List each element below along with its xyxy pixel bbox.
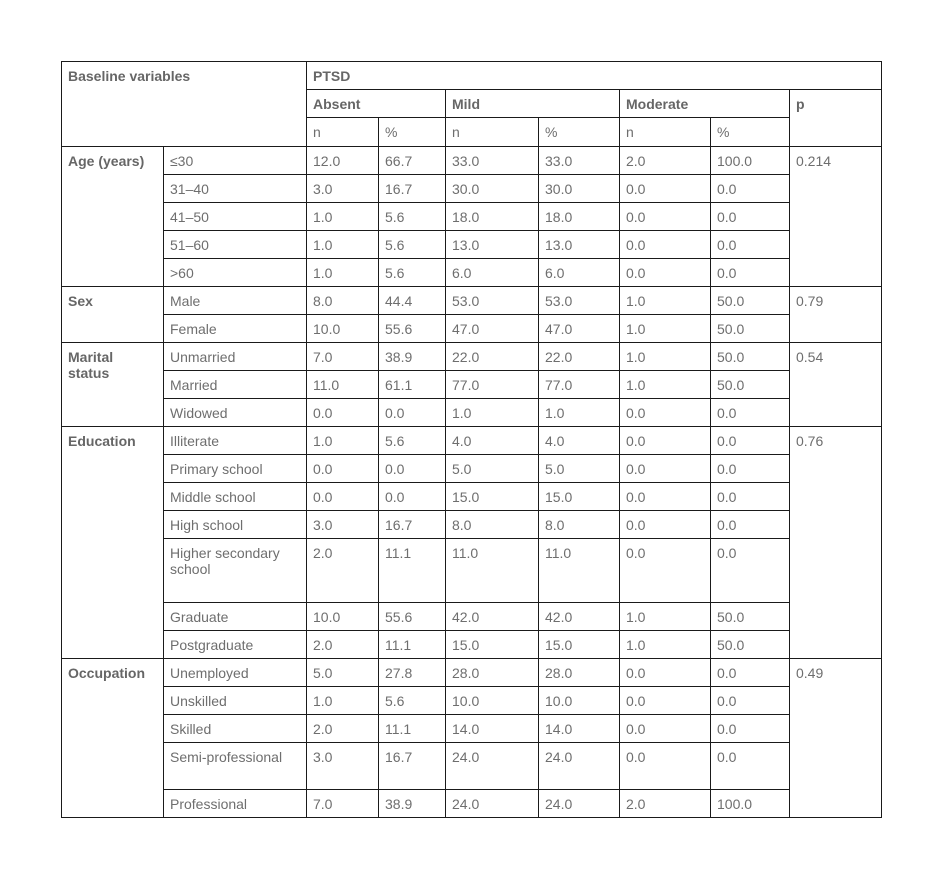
category-label: High school (164, 511, 307, 539)
ptsd-header: PTSD (307, 62, 882, 90)
table-row (62, 715, 882, 743)
category-label: Graduate (164, 603, 307, 631)
mild-n-cell: 13.0 (446, 231, 539, 259)
moderate-pct-cell: 0.0 (711, 539, 790, 603)
table-row (62, 539, 882, 603)
table-row (62, 455, 882, 483)
absent-pct-cell: 0.0 (379, 483, 446, 511)
absent-pct-cell: 11.1 (379, 715, 446, 743)
table-row (62, 659, 882, 687)
absent-n-cell: 3.0 (307, 743, 379, 790)
mild-pct-cell: 42.0 (539, 603, 620, 631)
mild-pct-cell: 77.0 (539, 371, 620, 399)
mild-pct-cell: 22.0 (539, 343, 620, 371)
mild-n-cell: 28.0 (446, 659, 539, 687)
table-row (62, 203, 882, 231)
mild-pct-cell: 13.0 (539, 231, 620, 259)
absent-pct-cell: 44.4 (379, 287, 446, 315)
baseline-variables-header: Baseline variables (62, 62, 307, 147)
mild-n-cell: 42.0 (446, 603, 539, 631)
mild-header: Mild (446, 90, 620, 118)
moderate-pct-cell: 50.0 (711, 603, 790, 631)
mild-pct-cell: 15.0 (539, 483, 620, 511)
mild-n-cell: 10.0 (446, 687, 539, 715)
absent-n-cell: 3.0 (307, 175, 379, 203)
mild-pct-cell: 28.0 (539, 659, 620, 687)
category-label: Semi-professional (164, 743, 307, 790)
mild-pct-cell: 8.0 (539, 511, 620, 539)
mild-pct-cell: 18.0 (539, 203, 620, 231)
moderate-n-cell: 0.0 (620, 539, 711, 603)
mild-pct-cell: 47.0 (539, 315, 620, 343)
moderate-n-cell: 2.0 (620, 790, 711, 818)
mild-n-cell: 77.0 (446, 371, 539, 399)
moderate-pct-cell: 50.0 (711, 287, 790, 315)
mild-n-cell: 22.0 (446, 343, 539, 371)
absent-pct-cell: 55.6 (379, 603, 446, 631)
absent-pct-cell: 16.7 (379, 511, 446, 539)
category-label: >60 (164, 259, 307, 287)
absent-n-cell: 1.0 (307, 231, 379, 259)
table-row (62, 790, 882, 818)
variable-group-label: Education (62, 427, 164, 659)
mild-n-cell: 15.0 (446, 483, 539, 511)
mild-pct-cell: 33.0 (539, 147, 620, 175)
moderate-pct-cell: 50.0 (711, 343, 790, 371)
mild-pct-cell: 30.0 (539, 175, 620, 203)
absent-n-cell: 2.0 (307, 539, 379, 603)
mild-n-cell: 33.0 (446, 147, 539, 175)
absent-header: Absent (307, 90, 446, 118)
mild-pct-cell: 4.0 (539, 427, 620, 455)
absent-n-cell: 12.0 (307, 147, 379, 175)
p-value-cell: 0.214 (790, 147, 882, 287)
moderate-pct-cell: 0.0 (711, 455, 790, 483)
absent-n-cell: 1.0 (307, 427, 379, 455)
table-row (62, 371, 882, 399)
absent-pct-cell: 5.6 (379, 203, 446, 231)
moderate-n-header: n (620, 118, 711, 147)
moderate-n-cell: 0.0 (620, 743, 711, 790)
variable-group-label: Age (years) (62, 147, 164, 287)
table-row (62, 287, 882, 315)
absent-n-cell: 11.0 (307, 371, 379, 399)
absent-pct-cell: 11.1 (379, 539, 446, 603)
moderate-pct-cell: 50.0 (711, 371, 790, 399)
absent-pct-cell: 27.8 (379, 659, 446, 687)
p-value-cell: 0.76 (790, 427, 882, 659)
moderate-n-cell: 2.0 (620, 147, 711, 175)
category-label: Illiterate (164, 427, 307, 455)
mild-pct-header: % (539, 118, 620, 147)
absent-pct-cell: 66.7 (379, 147, 446, 175)
category-label: Skilled (164, 715, 307, 743)
mild-n-cell: 8.0 (446, 511, 539, 539)
moderate-pct-cell: 0.0 (711, 687, 790, 715)
category-label: Widowed (164, 399, 307, 427)
category-label: Middle school (164, 483, 307, 511)
absent-pct-cell: 11.1 (379, 631, 446, 659)
absent-n-cell: 3.0 (307, 511, 379, 539)
absent-n-cell: 7.0 (307, 343, 379, 371)
moderate-n-cell: 1.0 (620, 315, 711, 343)
moderate-n-cell: 0.0 (620, 455, 711, 483)
category-label: 41–50 (164, 203, 307, 231)
moderate-pct-cell: 100.0 (711, 790, 790, 818)
mild-n-cell: 24.0 (446, 743, 539, 790)
p-value-cell: 0.54 (790, 343, 882, 427)
category-label: Unemployed (164, 659, 307, 687)
table-row (62, 175, 882, 203)
table-row (62, 631, 882, 659)
table-row (62, 399, 882, 427)
table-row (62, 231, 882, 259)
absent-pct-cell: 5.6 (379, 231, 446, 259)
absent-pct-cell: 5.6 (379, 427, 446, 455)
mild-pct-cell: 10.0 (539, 687, 620, 715)
absent-pct-cell: 0.0 (379, 455, 446, 483)
absent-n-cell: 10.0 (307, 315, 379, 343)
mild-pct-cell: 24.0 (539, 790, 620, 818)
absent-pct-cell: 61.1 (379, 371, 446, 399)
moderate-pct-cell: 50.0 (711, 315, 790, 343)
moderate-n-cell: 1.0 (620, 371, 711, 399)
moderate-n-cell: 0.0 (620, 483, 711, 511)
absent-n-cell: 7.0 (307, 790, 379, 818)
table-row (62, 315, 882, 343)
absent-pct-cell: 16.7 (379, 743, 446, 790)
moderate-n-cell: 1.0 (620, 287, 711, 315)
moderate-n-cell: 0.0 (620, 231, 711, 259)
moderate-n-cell: 0.0 (620, 715, 711, 743)
moderate-n-cell: 1.0 (620, 343, 711, 371)
category-label: Postgraduate (164, 631, 307, 659)
p-value-cell: 0.49 (790, 659, 882, 818)
moderate-pct-cell: 0.0 (711, 231, 790, 259)
absent-pct-cell: 38.9 (379, 343, 446, 371)
mild-n-cell: 4.0 (446, 427, 539, 455)
absent-n-cell: 8.0 (307, 287, 379, 315)
absent-n-cell: 2.0 (307, 631, 379, 659)
mild-n-cell: 1.0 (446, 399, 539, 427)
p-value-cell: 0.79 (790, 287, 882, 343)
category-label: ≤30 (164, 147, 307, 175)
moderate-n-cell: 0.0 (620, 203, 711, 231)
mild-n-cell: 24.0 (446, 790, 539, 818)
absent-pct-cell: 5.6 (379, 687, 446, 715)
moderate-pct-cell: 0.0 (711, 399, 790, 427)
variable-group-label: Sex (62, 287, 164, 343)
moderate-pct-cell: 0.0 (711, 715, 790, 743)
mild-pct-cell: 5.0 (539, 455, 620, 483)
moderate-pct-cell: 0.0 (711, 203, 790, 231)
mild-pct-cell: 11.0 (539, 539, 620, 603)
category-label: Primary school (164, 455, 307, 483)
absent-pct-cell: 38.9 (379, 790, 446, 818)
category-label: Higher secondary school (164, 539, 307, 603)
absent-n-cell: 2.0 (307, 715, 379, 743)
category-label: 31–40 (164, 175, 307, 203)
category-label: Unmarried (164, 343, 307, 371)
moderate-n-cell: 0.0 (620, 259, 711, 287)
moderate-n-cell: 1.0 (620, 631, 711, 659)
absent-pct-cell: 5.6 (379, 259, 446, 287)
moderate-n-cell: 0.0 (620, 427, 711, 455)
moderate-pct-cell: 50.0 (711, 631, 790, 659)
absent-n-header: n (307, 118, 379, 147)
moderate-pct-cell: 0.0 (711, 659, 790, 687)
moderate-n-cell: 1.0 (620, 603, 711, 631)
moderate-pct-cell: 0.0 (711, 427, 790, 455)
moderate-n-cell: 0.0 (620, 687, 711, 715)
p-header: p (790, 90, 882, 147)
mild-n-cell: 47.0 (446, 315, 539, 343)
moderate-pct-cell: 0.0 (711, 743, 790, 790)
mild-pct-cell: 6.0 (539, 259, 620, 287)
moderate-pct-cell: 100.0 (711, 147, 790, 175)
absent-n-cell: 10.0 (307, 603, 379, 631)
moderate-n-cell: 0.0 (620, 659, 711, 687)
table-row (62, 427, 882, 455)
mild-pct-cell: 14.0 (539, 715, 620, 743)
moderate-pct-cell: 0.0 (711, 175, 790, 203)
table-row (62, 743, 882, 790)
table-row (62, 687, 882, 715)
table-row (62, 259, 882, 287)
variable-group-label: Marital status (62, 343, 164, 427)
mild-pct-cell: 53.0 (539, 287, 620, 315)
category-label: 51–60 (164, 231, 307, 259)
table-row (62, 343, 882, 371)
absent-pct-cell: 55.6 (379, 315, 446, 343)
moderate-n-cell: 0.0 (620, 399, 711, 427)
moderate-pct-cell: 0.0 (711, 511, 790, 539)
moderate-pct-cell: 0.0 (711, 483, 790, 511)
mild-pct-cell: 1.0 (539, 399, 620, 427)
mild-n-cell: 11.0 (446, 539, 539, 603)
moderate-n-cell: 0.0 (620, 511, 711, 539)
moderate-header: Moderate (620, 90, 790, 118)
absent-n-cell: 0.0 (307, 399, 379, 427)
mild-n-cell: 6.0 (446, 259, 539, 287)
absent-n-cell: 1.0 (307, 687, 379, 715)
absent-n-cell: 5.0 (307, 659, 379, 687)
category-label: Married (164, 371, 307, 399)
moderate-pct-cell: 0.0 (711, 259, 790, 287)
absent-n-cell: 1.0 (307, 259, 379, 287)
absent-n-cell: 0.0 (307, 455, 379, 483)
absent-pct-header: % (379, 118, 446, 147)
category-label: Professional (164, 790, 307, 818)
mild-pct-cell: 24.0 (539, 743, 620, 790)
table-row (62, 483, 882, 511)
absent-n-cell: 1.0 (307, 203, 379, 231)
category-label: Unskilled (164, 687, 307, 715)
moderate-pct-header: % (711, 118, 790, 147)
moderate-n-cell: 0.0 (620, 175, 711, 203)
ptsd-baseline-table (61, 61, 882, 818)
table-row (62, 147, 882, 175)
variable-group-label: Occupation (62, 659, 164, 818)
mild-n-cell: 53.0 (446, 287, 539, 315)
mild-n-cell: 30.0 (446, 175, 539, 203)
category-label: Female (164, 315, 307, 343)
table-row (62, 511, 882, 539)
mild-n-cell: 15.0 (446, 631, 539, 659)
table-row (62, 603, 882, 631)
mild-n-cell: 14.0 (446, 715, 539, 743)
mild-n-cell: 5.0 (446, 455, 539, 483)
absent-pct-cell: 0.0 (379, 399, 446, 427)
mild-n-cell: 18.0 (446, 203, 539, 231)
category-label: Male (164, 287, 307, 315)
mild-pct-cell: 15.0 (539, 631, 620, 659)
absent-n-cell: 0.0 (307, 483, 379, 511)
absent-pct-cell: 16.7 (379, 175, 446, 203)
mild-n-header: n (446, 118, 539, 147)
